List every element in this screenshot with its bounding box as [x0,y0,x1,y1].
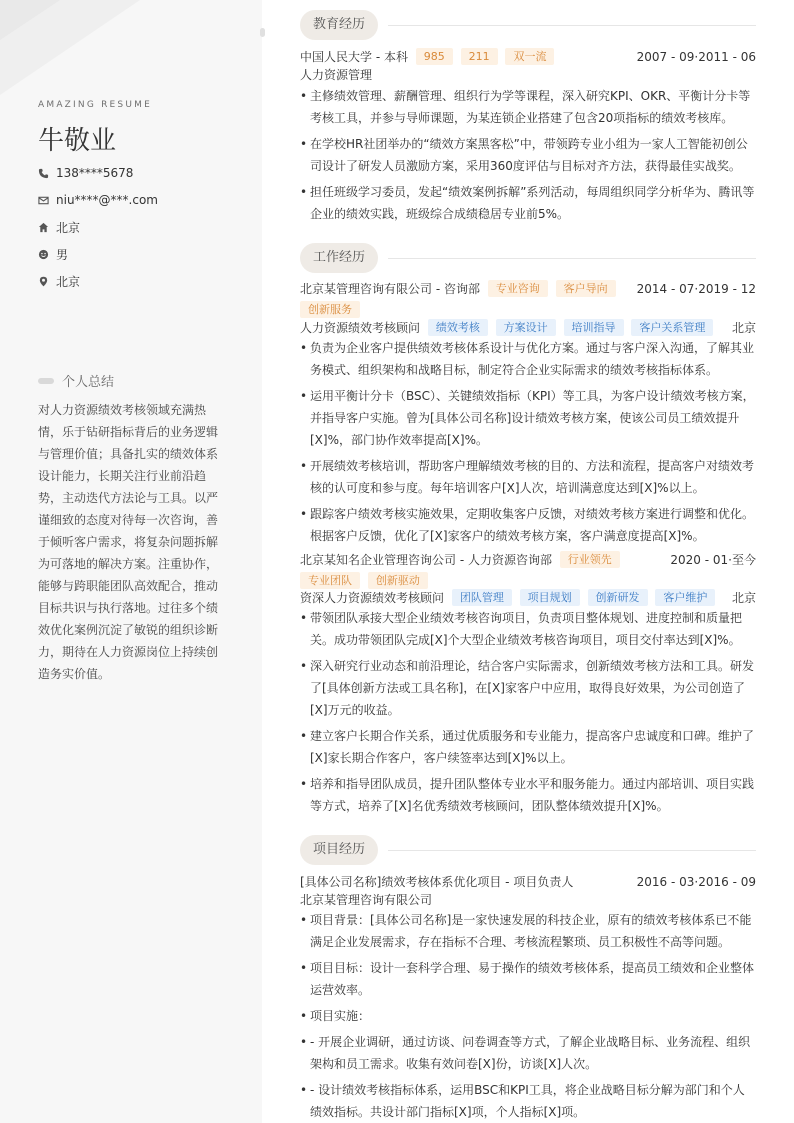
job-header [300,550,756,570]
job-role: 人力资源绩效考核顾问 [300,321,421,335]
summary-text: 对人力资源绩效考核领域充满热情，乐于钻研指标背后的业务逻辑与管理价值；具备扎实的绩效体系设计能力，长期关注行业前沿趋势，主动迭代方法论与工具。以严谨细致的态度对待每一次咨询，善于倾听客户需求，将复杂问题拆解为可落地的解决方案。注重协作，能够与跨职能团队高效配合，推动目标共识与执行落地。过往多个绩效优化案例沉淀了敏锐的组织诊断力，期待在人力资源岗位上持续创造务实价值。 [38,403,219,681]
phone-icon [38,166,56,180]
location-text: 北京 [56,274,81,289]
project-bullet: • 项目实施： [300,1005,756,1027]
job-city: 北京 [731,321,756,335]
section-title-work: 工作经历 [300,243,378,273]
job-bullet: • 跟踪客户绩效考核实施效果，定期收集客户反馈，对绩效考核方案进行调整和优化。根据客户反馈，优化了[X]家客户的绩效考核方案，客户满意度提高[X]%。 [300,503,756,547]
email-text: niu****@***.com [56,193,158,207]
education-tag: 双一流 [505,48,554,65]
education-tag: 985 [416,48,453,65]
section-title-education: 教育经历 [300,10,378,40]
project-bullet: • 项目目标：设计一套科学合理、易于操作的绩效考核体系，提高员工绩效和企业整体运营效率。 [300,957,756,1001]
section-work [300,243,756,273]
job-bullet: • 负责为企业客户提供绩效考核体系设计与优化方案。通过与客户深入沟通，了解其业务模式、组织架构和战略目标，制定符合企业实际需求的绩效考核指标体系。 [300,337,756,381]
job-bullet: • 深入研究行业动态和前沿理论，结合客户实际需求，创新绩效考核方法和工具。研发了[具体创新方法或工具名称]，在[X]家客户中应用，取得良好效果，为公司创造了[X]万元的收益。 [300,655,756,721]
job-tag: 专业咨询 [488,280,548,297]
job-tag: 创新驱动 [368,572,428,589]
project-period: 2016 - 03·2016 - 09 [636,875,756,889]
education-bullet: • 担任班级学习委员，发起“绩效案例拆解”系列活动，每周组织同学分析华为、腾讯等企业的绩效实践，班级综合成绩稳居专业前5%。 [300,181,756,225]
education-header [300,47,756,67]
contact-city [38,217,238,237]
job-role-row [300,318,756,338]
job-tag: 创新服务 [300,301,360,318]
education-bullet: • 主修绩效管理、薪酬管理、组织行为学等课程，深入研究KPI、OKR、平衡计分卡等考核工具，并参与导师课题，为某连锁企业搭建了包含20项指标的绩效考核库。 [300,85,756,129]
mail-icon [38,193,56,207]
skill-tag: 客户维护 [655,589,715,606]
job-company: 北京某管理咨询有限公司 - 咨询部 [300,282,480,296]
summary-heading [38,371,114,390]
summary-heading-bar [38,378,54,384]
skill-tag: 团队管理 [452,589,512,606]
job-bullet: • 建立客户长期合作关系，通过优质服务和专业能力，提高客户忠诚度和口碑。维护了[X]家长期合作客户，客户续签率达到[X]%以上。 [300,725,756,769]
project-header [300,872,756,892]
contact-gender [38,244,238,264]
city-text: 北京 [56,220,81,235]
resume-tagline: AMAZING RESUME [38,100,152,110]
contact-location [38,271,238,291]
skill-tag: 创新研发 [588,589,648,606]
project-bullet: • - 开展企业调研，通过访谈、问卷调查等方式，了解企业战略目标、业务流程、组织架构和员工需求。收集有效问卷[X]份，访谈[X]人次。 [300,1031,756,1075]
candidate-name: 牛敬业 [38,126,117,156]
job-tag: 行业领先 [560,551,620,568]
job-bullet: • 培养和指导团队成员，提升团队整体专业水平和服务能力。通过内部培训、项目实践等方式，培养了[X]名优秀绩效考核顾问，团队整体绩效提升[X]%。 [300,773,756,817]
education-bullet: • 在学校HR社团举办的“绩效方案黑客松”中，带领跨专业小组为一家人工智能初创公司设计了研发人员激励方案，采用360度评估与目标对齐方法，获得最佳实战奖。 [300,133,756,177]
skill-tag: 绩效考核 [428,319,488,336]
school-name: 中国人民大学 - 本科 [300,50,408,64]
contact-email [38,190,238,210]
skill-tag: 项目规划 [520,589,580,606]
job-tag-row [300,300,756,320]
contact-phone [38,163,238,183]
corner-decoration-inner [0,0,60,40]
project-org-row [300,890,756,910]
job-period: 2020 - 01·至今 [670,553,756,567]
section-title-project: 项目经历 [300,835,378,865]
section-education [300,10,756,40]
project-bullet: • 项目背景：[具体公司名称]是一家快速发展的科技企业，原有的绩效考核体系已不能满足企业发展需求，存在指标不合理、考核流程繁琐、员工积极性不高等问题。 [300,909,756,953]
phone-text: 138****5678 [56,166,134,180]
summary-title: 个人总结 [62,375,115,390]
skill-tag: 培训指导 [564,319,624,336]
job-bullet: • 带领团队承接大型企业绩效考核咨询项目，负责项目整体规划、进度控制和质量把关。成功带领团队完成[X]个大型企业绩效考核咨询项目，项目交付率达到[X]%。 [300,607,756,651]
education-major-row [300,65,756,85]
job-bullet: • 开展绩效考核培训，帮助客户理解绩效考核的目的、方法和流程，提高客户对绩效考核的认可度和参与度。每年培训客户[X]人次，培训满意度达到[X]%以上。 [300,455,756,499]
job-tag: 专业团队 [300,572,360,589]
section-project [300,835,756,865]
education-tag: 211 [461,48,498,65]
divider-dot [260,28,265,37]
job-role-row [300,588,756,608]
project-bullet: • - 设计绩效考核指标体系，运用BSC和KPI工具，将企业战略目标分解为部门和个人绩效指标。共设计部门指标[X]项，个人指标[X]项。 [300,1079,756,1123]
job-period: 2014 - 07·2019 - 12 [636,282,756,296]
project-name: [具体公司名称]绩效考核体系优化项目 - 项目负责人 [300,875,574,889]
education-period: 2007 - 09·2011 - 06 [636,50,756,64]
job-city: 北京 [731,591,756,605]
job-bullet: • 运用平衡计分卡（BSC）、关键绩效指标（KPI）等工具，为客户设计绩效考核方案，并指导客户实施。曾为[具体公司名称]设计绩效考核方案，使该公司员工绩效提升[X]%，部门协作效率提高[X]%。 [300,385,756,451]
location-pin-icon [38,274,56,288]
skill-tag: 客户关系管理 [631,319,713,336]
section-divider [388,25,756,26]
job-header [300,279,756,299]
section-divider [388,850,756,851]
project-org: 北京某管理咨询有限公司 [300,893,433,907]
job-role: 资深人力资源绩效考核顾问 [300,591,445,605]
home-icon [38,220,56,234]
job-company: 北京某知名企业管理咨询公司 - 人力资源咨询部 [300,553,552,567]
education-major: 人力资源管理 [300,68,373,82]
section-divider [388,258,756,259]
skill-tag: 方案设计 [496,319,556,336]
job-tag: 客户导向 [556,280,616,297]
face-icon [38,247,56,261]
gender-text: 男 [56,247,69,262]
